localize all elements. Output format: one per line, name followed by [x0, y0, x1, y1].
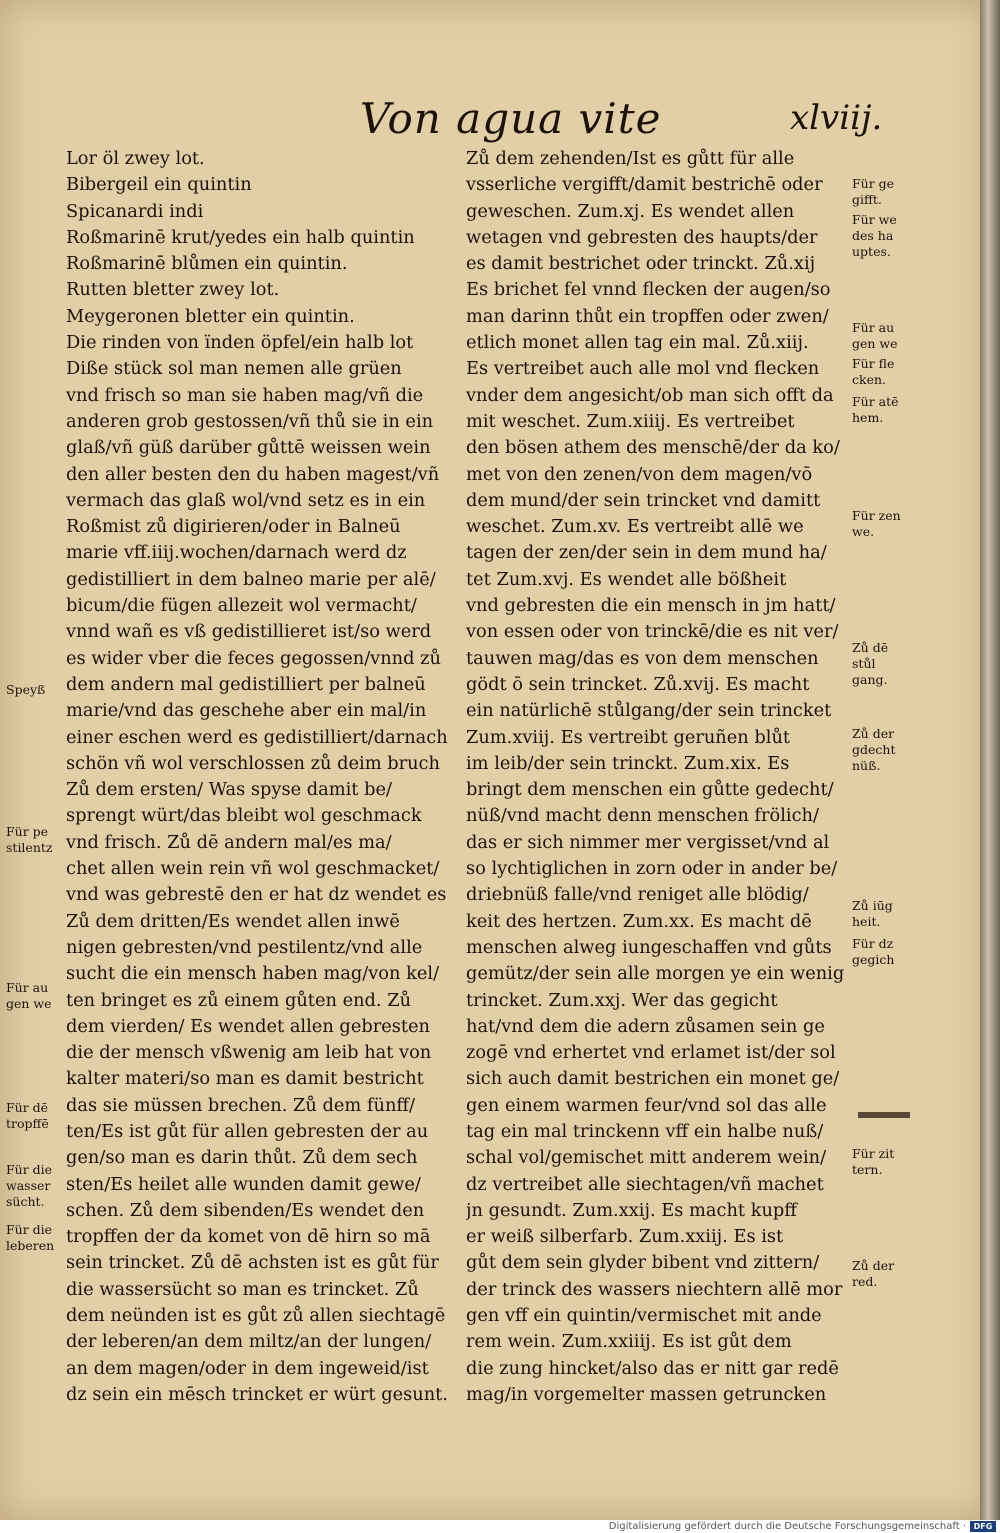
text-line: vnder dem angesicht/ob man sich offt da: [466, 384, 834, 406]
text-line: gemütz/der sein alle morgen ye ein wenig: [466, 963, 845, 985]
margin-note-line: gen we: [6, 996, 52, 1011]
margin-note-line: Für dē: [6, 1100, 49, 1115]
text-line: dz sein ein mēsch trincket er würt gesunt.: [66, 1383, 448, 1405]
margin-note-jugend: [852, 898, 893, 930]
text-line: vnd frisch. Zů dē andern mal/es ma/: [66, 831, 392, 853]
text-line: dem mund/der sein trincket vnd damitt: [466, 489, 821, 511]
text-line: tropffen der da komet von dē hirn so mā: [66, 1226, 431, 1248]
text-line: die der mensch vßwenig am leib hat von: [66, 1042, 432, 1064]
text-line: tag ein mal trinckenn vff ein halbe nuß/: [466, 1120, 824, 1142]
text-line: vermach das glaß wol/vnd setz es in ein: [66, 489, 426, 511]
text-line: Meygeronen bletter ein quintin.: [66, 305, 355, 327]
text-line: sprengt würt/das bleibt wol geschmack: [66, 805, 422, 827]
text-line: vsserliche vergifft/damit bestrichē oder: [466, 174, 823, 196]
text-line: met von den zenen/von dem magen/vō: [466, 463, 813, 485]
text-line: ein natürlichē stůlgang/der sein trincket: [466, 700, 832, 722]
text-line: das sie müssen brechen. Zů dem fünff/: [66, 1094, 416, 1116]
margin-note-line: gen we: [852, 336, 898, 351]
text-line: Diße stück sol man nemen alle grüen: [66, 358, 402, 380]
margin-note-line: red.: [852, 1274, 878, 1289]
text-line: Roßmarinē krut/yedes ein halb quintin: [66, 226, 415, 248]
running-head-title: Von agua vite: [360, 94, 662, 143]
margin-note-line: Für au: [852, 320, 895, 335]
digitization-credit: Digitalisierung gefördert durch die Deutsche Forschungsgemeinschaft ·: [608, 1521, 966, 1532]
margin-note-line: Für atē: [852, 394, 899, 409]
margin-note-line: Für ge: [852, 176, 895, 191]
text-line: man darinn thůt ein tropffen oder zwen/: [466, 305, 829, 327]
margin-note-line: des ha: [852, 228, 894, 243]
text-line: Zum.xviij. Es vertreibt geruñen blůt: [466, 726, 791, 748]
text-line: sich auch damit bestrichen ein monet ge/: [466, 1068, 840, 1090]
margin-note-line: Zů der: [852, 1258, 895, 1273]
text-line: es wider vber die feces gegossen/vnnd zů: [66, 647, 441, 669]
text-line: gedistilliert in dem balneo marie per alē/: [66, 568, 436, 590]
margin-note-line: we.: [852, 524, 875, 539]
margin-note-zittern: [852, 1146, 894, 1178]
text-line: wetagen vnd gebresten des haupts/der: [466, 226, 818, 248]
text-line: sten/Es heilet alle wunden damit gewe/: [66, 1173, 421, 1195]
text-line: vnd was gebrestē den er hat dz wendet es: [66, 884, 447, 906]
text-line: schen. Zů dem sibenden/Es wendet den: [66, 1199, 425, 1221]
text-line: bringt dem menschen ein gůtte gedecht/: [466, 779, 834, 801]
text-line: ten bringet es zů einem gůten end. Zů: [66, 989, 412, 1011]
text-line: Spicanardi indi: [66, 200, 204, 222]
margin-note-line: gegich: [852, 952, 895, 967]
text-line: rem wein. Zum.xxiiij. Es ist gůt dem: [466, 1331, 792, 1353]
margin-note-tropffen: [6, 1100, 49, 1132]
left-text-column: [66, 146, 451, 1408]
text-line: Die rinden von ïnden öpfel/ein halb lot: [66, 332, 414, 354]
text-line: Es brichet fel vnnd flecken der augen/so: [466, 279, 831, 301]
text-line: das er sich nimmer mer vergisset/vnd al: [466, 831, 830, 853]
margin-note-augen: [6, 980, 52, 1012]
margin-note-line: wasser: [6, 1178, 51, 1193]
text-line: vnnd wañ es vß gedistillieret ist/so werd: [66, 621, 432, 643]
folio-number: xlviij.: [790, 98, 883, 138]
text-line: Zů dem ersten/ Was spyse damit be/: [66, 779, 392, 801]
margin-note-gedechtnuss: [852, 726, 895, 774]
text-line: vnd frisch so man sie haben mag/vñ die: [66, 384, 424, 406]
text-line: dem vierden/ Es wendet allen gebresten: [66, 1015, 430, 1037]
text-line: driebnüß falle/vnd reniget alle blödig/: [466, 884, 809, 906]
text-line: einer eschen werd es gedistilliert/darnach: [66, 726, 448, 748]
text-line: weschet. Zum.xv. Es vertreibt allē we: [466, 516, 804, 538]
margin-note-pestilentz: [6, 824, 53, 856]
text-line: etlich monet allen tag ein mal. Zů.xiij.: [466, 332, 809, 354]
text-line: keit des hertzen. Zum.xx. Es macht dē: [466, 910, 812, 932]
text-line: von essen oder von trinckē/die es nit ver/: [466, 621, 839, 643]
text-line: kalter materi/so man es damit bestricht: [66, 1068, 424, 1090]
text-line: Zů dem dritten/Es wendet allen inwē: [66, 910, 400, 932]
margin-note-line: uptes.: [852, 244, 891, 259]
text-line: hat/vnd dem die adern zůsamen sein ge: [466, 1015, 825, 1037]
margin-note-line: gifft.: [852, 192, 882, 207]
text-line: sein trincket. Zů dē achsten ist es gůt für: [66, 1252, 439, 1274]
text-line: so lychtiglichen in zorn oder in ander be/: [466, 858, 838, 880]
margin-note-line: Für we: [852, 212, 897, 227]
text-line: dem andern mal gedistilliert per balneū: [66, 673, 426, 695]
text-line: Roßmist zů digirieren/oder in Balneū: [66, 516, 401, 538]
text-line: der trinck des wassers niechtern allē mor: [466, 1278, 843, 1300]
margin-note-line: Zů iūg: [852, 898, 893, 913]
text-line: Rutten bletter zwey lot.: [66, 279, 280, 301]
margin-note-line: Zů der: [852, 726, 895, 741]
margin-note-line: Speyß: [6, 682, 46, 697]
text-line: vnd gebresten die ein mensch in jm hatt/: [466, 595, 836, 617]
text-line: tet Zum.xvj. Es wendet alle bößheit: [466, 568, 787, 590]
page-edge: [980, 0, 1000, 1520]
text-line: bicum/die fügen allezeit wol vermacht/: [66, 595, 417, 617]
text-line: Zů dem zehenden/Ist es gůtt für alle: [466, 148, 795, 169]
margin-note-line: Für fle: [852, 356, 895, 371]
margin-note-flecken: [852, 356, 894, 388]
text-line: mag/in vorgemelter massen getruncken: [466, 1383, 827, 1405]
margin-note-line: Für au: [6, 980, 49, 995]
margin-note-line: Für zit: [852, 1146, 895, 1161]
text-line: Es vertreibet auch alle mol vnd flecken: [466, 358, 820, 380]
text-line: tagen der zen/der sein in dem mund ha/: [466, 542, 827, 564]
text-line: schal vol/gemischet mitt anderem wein/: [466, 1147, 827, 1169]
margin-note-augenwe: [852, 320, 898, 352]
margin-note-line: gdecht: [852, 742, 896, 757]
margin-note-line: leberen: [6, 1238, 55, 1253]
margin-note-line: Für dz: [852, 936, 894, 951]
margin-note-line: tropffē: [6, 1116, 49, 1131]
margin-note-wassersucht: [6, 1162, 52, 1210]
margin-note-line: nüß.: [852, 758, 881, 773]
text-line: geweschen. Zum.xj. Es wendet allen: [466, 200, 795, 222]
margin-note-stulgang: [852, 640, 888, 688]
text-line: zogē vnd erhertet vnd erlamet ist/der sol: [466, 1042, 836, 1064]
margin-note-hauptwe: [852, 212, 897, 260]
text-line: gödt ō sein trincket. Zů.xvij. Es macht: [466, 673, 810, 695]
margin-note-line: cken.: [852, 372, 886, 387]
text-line: die zung hincket/also das er nitt gar redē: [466, 1357, 839, 1379]
dfg-logo: DFG: [970, 1521, 996, 1532]
text-line: nigen gebresten/vnd pestilentz/vnd alle: [66, 936, 423, 958]
text-line: marie/vnd das geschehe aber ein mal/in: [66, 700, 427, 722]
margin-note-line: tern.: [852, 1162, 883, 1177]
margin-note-line: Zů dē: [852, 640, 889, 655]
margin-note-line: Für zen: [852, 508, 901, 523]
text-line: chet allen wein rein vñ wol geschmacket/: [66, 858, 440, 880]
text-line: dz vertreibet alle siechtagen/vñ machet: [466, 1173, 824, 1195]
text-line: den aller besten den du haben magest/vñ: [66, 463, 440, 485]
text-line: nüß/vnd macht denn menschen frölich/: [466, 805, 819, 827]
text-line: trincket. Zum.xxj. Wer das gegicht: [466, 989, 778, 1011]
margin-note-speyss: [6, 682, 45, 698]
text-line: der leberen/an dem miltz/an der lungen/: [66, 1331, 432, 1353]
text-line: ten/Es ist gůt für allen gebresten der au: [66, 1120, 429, 1142]
margin-note-line: Für die: [6, 1222, 53, 1237]
margin-note-line: gang.: [852, 672, 888, 687]
text-line: gen einem warmen feur/vnd sol das alle: [466, 1094, 827, 1116]
margin-note-line: stůl: [852, 656, 876, 671]
text-line: Lor öl zwey lot.: [66, 148, 205, 169]
text-line: tauwen mag/das es von dem menschen: [466, 647, 819, 669]
text-line: anderen grob gestossen/vñ thů sie in ein: [66, 410, 434, 432]
text-line: gen/so man es darin thůt. Zů dem sech: [66, 1147, 418, 1169]
margin-note-leberen: [6, 1222, 54, 1254]
margin-note-gegicht: [852, 936, 894, 968]
text-line: es damit bestrichet oder trinckt. Zů.xij: [466, 253, 816, 275]
text-line: er weiß silberfarb. Zum.xxiij. Es ist: [466, 1226, 784, 1248]
text-line: im leib/der sein trinckt. Zum.xix. Es: [466, 752, 790, 774]
margin-note-red: [852, 1258, 894, 1290]
text-line: gůt dem sein glyder bibent vnd zittern/: [466, 1252, 820, 1274]
text-line: schön vñ wol verschlossen zů deim bruch: [66, 752, 440, 774]
margin-note-zenwe: [852, 508, 901, 540]
margin-note-line: hem.: [852, 410, 884, 425]
margin-note-line: heit.: [852, 914, 881, 929]
text-line: menschen alweg iungeschaffen vnd gůts: [466, 936, 832, 958]
right-text-column: [466, 146, 851, 1408]
margin-note-line: Für die: [6, 1162, 53, 1177]
text-line: die wassersücht so man es trincket. Zů: [66, 1278, 419, 1300]
text-line: an dem magen/oder in dem ingeweid/ist: [66, 1357, 429, 1379]
text-line: sucht die ein mensch haben mag/von kel/: [66, 963, 440, 985]
text-line: jn gesundt. Zum.xxij. Es macht kupff: [466, 1199, 797, 1221]
text-line: dem neünden ist es gůt zů allen siechtagē: [66, 1305, 446, 1327]
text-line: mit weschet. Zum.xiiij. Es vertreibet: [466, 410, 795, 432]
text-line: Bibergeil ein quintin: [66, 174, 252, 196]
margin-note-gifft: [852, 176, 894, 208]
text-line: den bösen athem des menschē/der da ko/: [466, 437, 840, 459]
text-line: Roßmarinē blůmen ein quintin.: [66, 253, 348, 275]
margin-note-line: Für pe: [6, 824, 49, 839]
text-line: gen vff ein quintin/vermischet mit ande: [466, 1305, 822, 1327]
text-line: marie vff.iiij.wochen/darnach werd dz: [66, 542, 407, 564]
text-line: glaß/vñ güß darüber gůttē weissen wein: [66, 437, 431, 459]
margin-ink-mark: [858, 1112, 910, 1118]
margin-note-athem: [852, 394, 899, 426]
margin-note-line: sücht.: [6, 1194, 45, 1209]
margin-note-line: stilentz: [6, 840, 53, 855]
